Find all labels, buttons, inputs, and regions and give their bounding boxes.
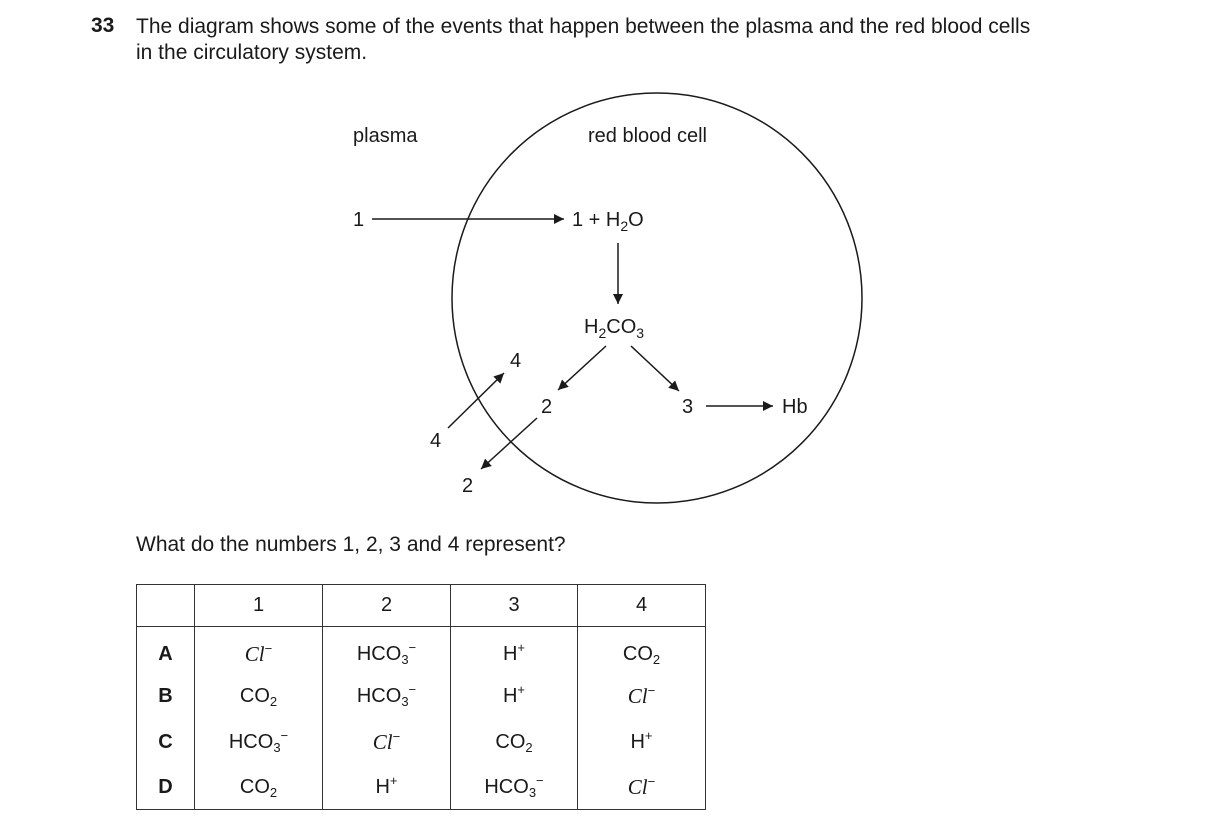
question-prompt: What do the numbers 1, 2, 3 and 4 represent? <box>136 533 566 556</box>
option-row-b[interactable] <box>137 673 706 719</box>
option-cell: Cl− <box>578 673 706 719</box>
answer-options-table <box>136 584 706 810</box>
option-cell: H+ <box>451 627 578 674</box>
option-cell: H+ <box>323 765 451 810</box>
header-3: 3 <box>451 585 578 627</box>
option-letter[interactable]: B <box>137 673 195 719</box>
question-number: 33 <box>91 14 115 37</box>
option-row-c[interactable] <box>137 719 706 765</box>
option-cell: H+ <box>578 719 706 765</box>
option-cell: $CO_2$ <box>195 765 323 810</box>
plasma-label: plasma <box>353 125 418 147</box>
question-line-2: in the circulatory system. <box>136 41 368 64</box>
number-4-plasma: 4 <box>430 430 442 452</box>
red-blood-cell-label: red blood cell <box>588 125 707 147</box>
header-2: 2 <box>323 585 451 627</box>
option-cell: $CO_2$ <box>195 673 323 719</box>
hemoglobin-label: Hb <box>782 396 808 418</box>
carbonic-acid: $H_2CO_3$ <box>584 316 645 341</box>
option-cell: Cl− <box>195 627 323 674</box>
arrow-2-out-of-cell <box>481 418 537 469</box>
option-letter[interactable]: A <box>137 627 195 674</box>
header-4: 4 <box>578 585 706 627</box>
option-letter[interactable]: C <box>137 719 195 765</box>
header-blank <box>137 585 195 627</box>
option-row-d[interactable] <box>137 765 706 810</box>
reaction-reactants: $1 + H_2O$ <box>572 209 644 234</box>
number-2-inside: 2 <box>541 396 553 418</box>
number-4-inside: 4 <box>510 350 522 372</box>
option-cell: $HCO_3^-$ <box>323 673 451 719</box>
number-1-plasma: 1 <box>353 209 365 231</box>
option-cell: $HCO_3^-$ <box>451 765 578 810</box>
red-blood-cell-outline <box>452 93 862 503</box>
option-cell: $CO_2$ <box>578 627 706 674</box>
header-1: 1 <box>195 585 323 627</box>
option-cell: $HCO_3^-$ <box>323 627 451 674</box>
number-2-plasma: 2 <box>462 475 474 497</box>
number-3: 3 <box>682 396 694 418</box>
option-cell: $CO_2$ <box>451 719 578 765</box>
arrow-to-2 <box>558 346 606 390</box>
arrow-to-3 <box>631 346 679 391</box>
option-cell: H+ <box>451 673 578 719</box>
option-letter[interactable]: D <box>137 765 195 810</box>
arrow-4-into-cell <box>448 373 504 428</box>
option-cell: $HCO_3^-$ <box>195 719 323 765</box>
option-cell: Cl− <box>323 719 451 765</box>
question-line-1: The diagram shows some of the events that happen between the plasma and the red blood cells <box>136 15 1031 38</box>
option-cell: Cl− <box>578 765 706 810</box>
option-row-a[interactable] <box>137 627 706 674</box>
table-header-row <box>137 585 706 627</box>
